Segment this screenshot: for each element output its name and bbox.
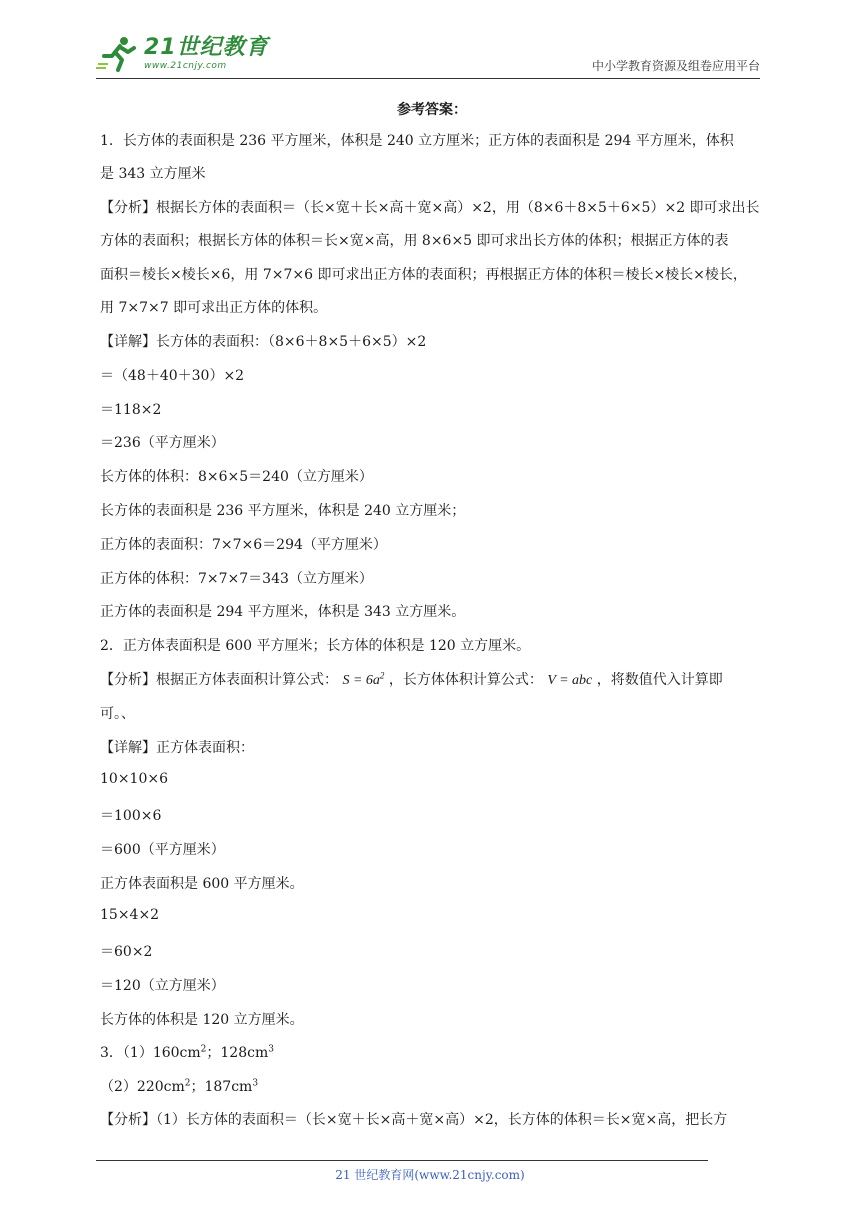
q1-detail-9: 正方体的表面积是 294 平方厘米，体积是 343 立方厘米。 [100, 604, 466, 620]
q1-analysis-4: 用 7×7×7 即可求出正方体的体积。 [100, 300, 328, 316]
footer-divider [96, 1160, 708, 1161]
logo-title: 21世纪教育 [144, 35, 269, 60]
q3-answer-line-1 [100, 1042, 274, 1062]
q2-analysis-2: 可。、 [100, 706, 135, 722]
q2-analysis-1 [100, 669, 723, 689]
q1-detail-1: 【详解】长方体的表面积：（8×6＋8×5＋6×5）×2 [100, 334, 427, 350]
q2-detail-2: 10×10×6 [100, 771, 168, 787]
q1-analysis-2: 方体的表面积；根据长方体的体积＝长×宽×高，用 8×6×5 即可求出长方体的体积；根据正方体的表 [100, 233, 729, 249]
q1-detail-4: ＝236（平方厘米） [100, 435, 225, 451]
q3-analysis-1: 【分析】（1）长方体的表面积＝（长×宽＋长×高＋宽×高）×2，长方体的体积＝长×宽×高，把长方 [100, 1112, 728, 1128]
footer-link[interactable]: 21 世纪教育网(www.21cnjy.com) [335, 1168, 525, 1182]
q1-answer-line-1 [100, 130, 764, 150]
q1-detail-5: 长方体的体积：8×6×5＝240（立方厘米） [100, 469, 373, 485]
logo [96, 32, 269, 76]
unit-exponent: 2 [200, 1044, 207, 1055]
logo-url: www.21cnjy.com [144, 61, 227, 71]
q1-answer-line-2: 是 343 立方厘米 [100, 166, 206, 182]
q2-detail-3: ＝100×6 [100, 808, 162, 824]
surface-area-formula [342, 670, 385, 688]
q2-detail-7: ＝60×2 [100, 944, 153, 960]
q1-answer-text: 1．长方体的表面积是 236 平方厘米，体积是 240 立方厘米；正方体的表面积是 294 平方厘米，体积 [100, 133, 734, 149]
q2-detail-5: 正方体表面积是 600 平方厘米。 [100, 876, 304, 892]
page-header [96, 32, 760, 79]
q1-analysis-3: 面积＝棱长×棱长×6，用 7×7×6 即可求出正方体的表面积；再根据正方体的体积＝棱长×棱长×棱长， [100, 267, 747, 283]
q3-answer-line-2 [100, 1076, 258, 1096]
q2-detail-4: ＝600（平方厘米） [100, 842, 225, 858]
q1-detail-8: 正方体的体积：7×7×7＝343（立方厘米） [100, 571, 373, 587]
q2-detail-1: 【详解】正方体表面积： [100, 740, 254, 756]
q2-analysis-prefix: 【分析】根据正方体表面积计算公式： [100, 672, 338, 688]
q3-part1-volume: ；128cm [206, 1045, 269, 1061]
surface-area-formula-text: S = 6a [342, 673, 380, 688]
q2-analysis-middle: ，长方体体积计算公式： [388, 672, 543, 688]
volume-formula: V = abc [547, 673, 593, 688]
platform-name: 中小学教育资源及组卷应用平台 [591, 59, 760, 73]
unit-exponent: 3 [252, 1078, 259, 1089]
q3-part2-area: （2）220cm [100, 1079, 185, 1095]
q1-analysis-1: 【分析】根据长方体的表面积＝（长×宽＋长×高＋宽×高）×2，用（8×6＋8×5＋6×5）×2 即可求出长 [100, 200, 760, 216]
q2-answer-line: 2．正方体表面积是 600 平方厘米；长方体的体积是 120 立方厘米。 [100, 638, 531, 654]
q1-detail-2: ＝（48＋40＋30）×2 [100, 368, 245, 384]
unit-exponent: 2 [184, 1078, 191, 1089]
q2-detail-6: 15×4×2 [100, 907, 160, 923]
q2-detail-8: ＝120（立方厘米） [100, 978, 225, 994]
q1-detail-6: 长方体的表面积是 236 平方厘米，体积是 240 立方厘米； [100, 503, 466, 519]
q3-part1-area: 3．（1）160cm [100, 1045, 201, 1061]
q1-detail-3: ＝118×2 [100, 402, 162, 418]
q1-detail-7: 正方体的表面积：7×7×6＝294（平方厘米） [100, 537, 387, 553]
q2-analysis-suffix: ，将数值代入计算即 [596, 672, 723, 688]
section-title: 参考答案： [397, 102, 467, 118]
unit-exponent: 3 [268, 1044, 274, 1055]
runner-logo-icon [96, 34, 140, 74]
q3-part2-volume: ；187cm [190, 1079, 253, 1095]
q2-detail-9: 长方体的体积是 120 立方厘米。 [100, 1012, 304, 1028]
formula-exponent: 2 [379, 670, 385, 681]
